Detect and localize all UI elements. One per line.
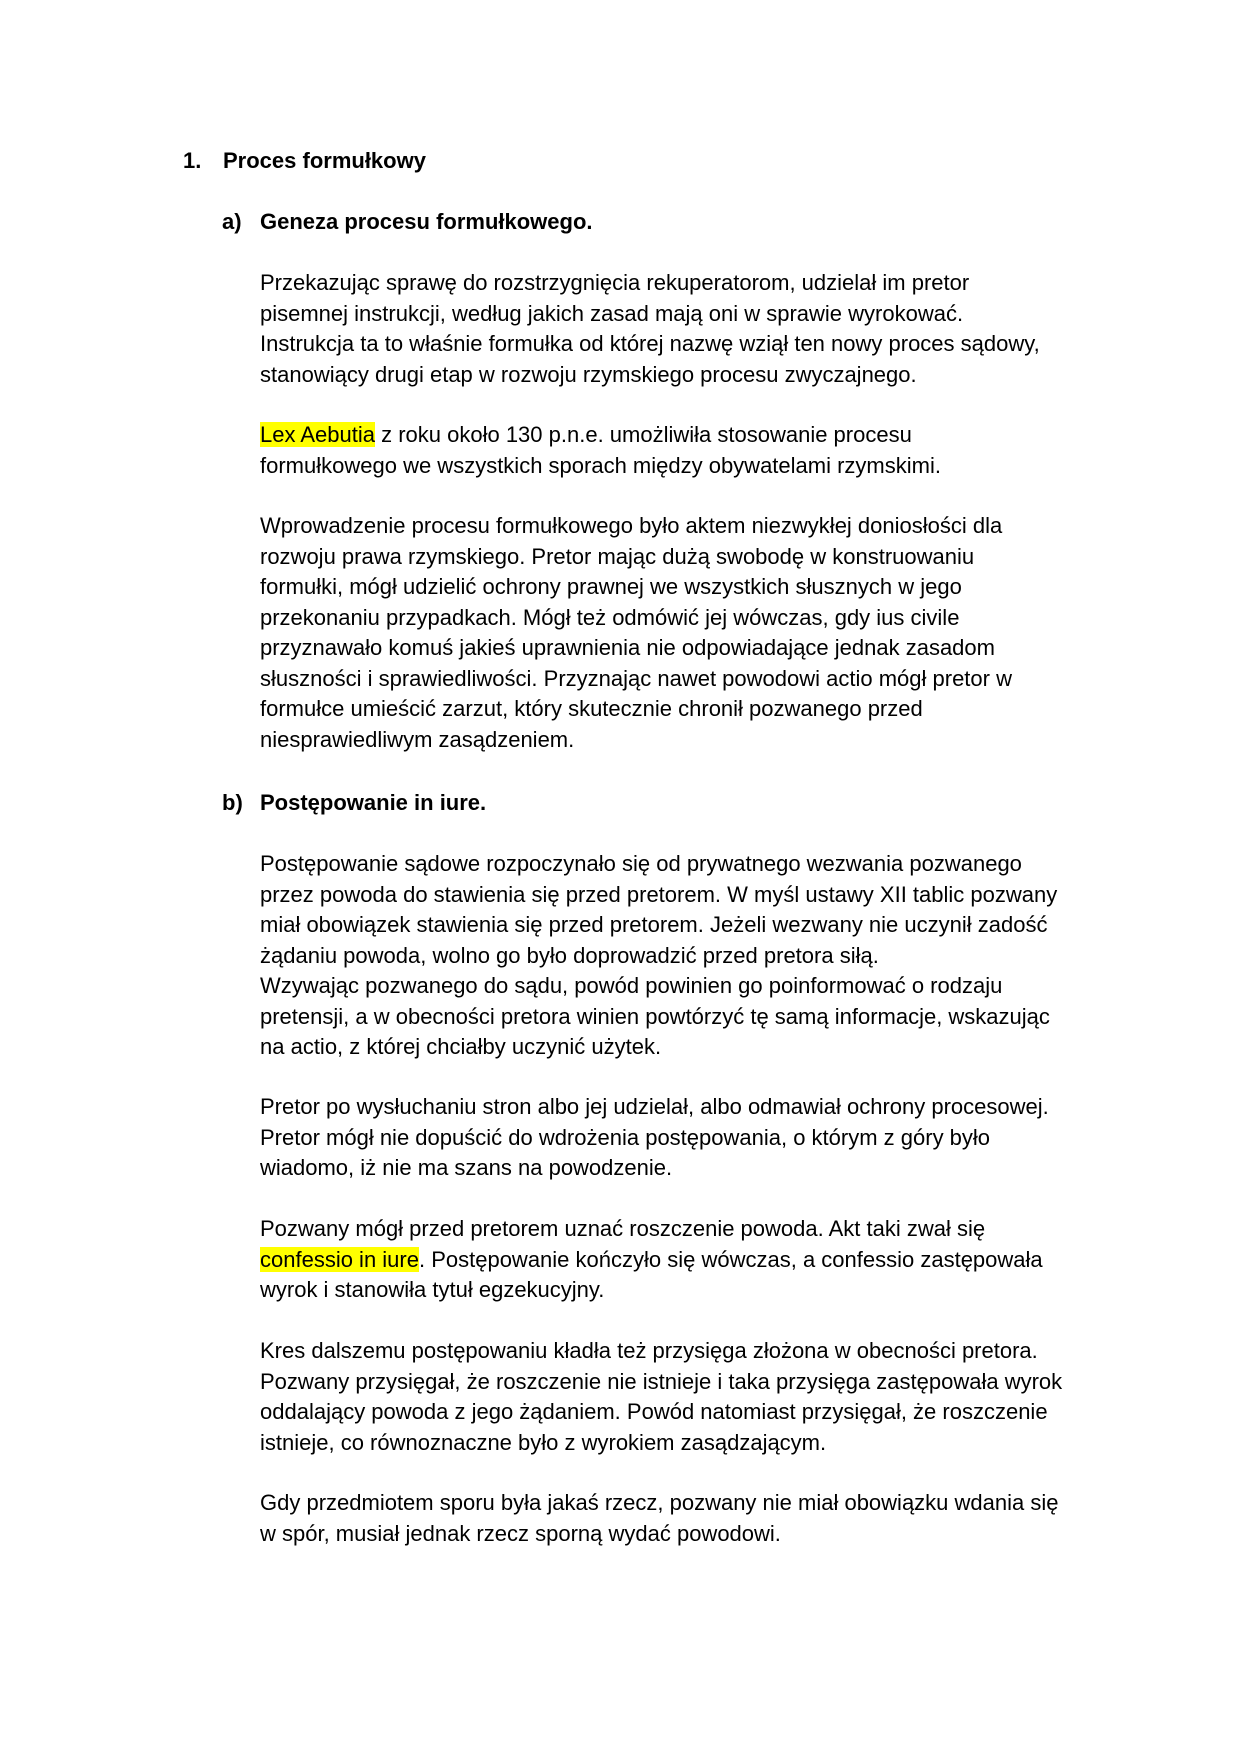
paragraph-line: Pozwany mógł przed pretorem uznać roszczenie powoda. Akt taki zwał się xyxy=(260,1216,986,1241)
paragraph-line: miał obowiązek stawienia się przed pretorem. Jeżeli wezwany nie uczynił zadość xyxy=(260,912,1048,937)
paragraph-line: rozwoju prawa rzymskiego. Pretor mając dużą swobodę w konstruowaniu xyxy=(260,543,975,569)
paragraph-line: formułki, mógł udzielić ochrony prawnej we wszystkich słusznych w jego xyxy=(260,574,962,599)
paragraph-line: Przekazując sprawę do rozstrzygnięcia rekuperatorom, udzielał im pretor xyxy=(260,270,970,295)
section-b-heading xyxy=(222,788,486,818)
section-a-marker: a) xyxy=(222,209,242,234)
section-b-title: Postępowanie in iure. xyxy=(260,790,487,815)
paragraph-line: Pretor mógł nie dopuścić do wdrożenia postępowania, o którym z góry było xyxy=(260,1124,991,1150)
paragraph-line: wiadomo, iż nie ma szans na powodzenie. xyxy=(260,1155,673,1180)
paragraph-line: oddalający powoda z jego żądaniem. Powód natomiast przysięgał, że roszczenie xyxy=(260,1399,1048,1424)
section-b-marker: b) xyxy=(222,790,243,815)
paragraph-line: pisemnej instrukcji, według jakich zasad mają oni w sprawie wyrokować. xyxy=(260,300,964,326)
section-b-paragraph-4 xyxy=(260,1336,1200,1458)
paragraph-line: stanowiący drugi etap w rozwoju rzymskiego procesu zwyczajnego. xyxy=(260,361,917,387)
paragraph-line: Pretor po wysłuchaniu stron albo jej udzielał, albo odmawiał ochrony procesowej. xyxy=(260,1094,1049,1119)
paragraph-line: niesprawiedliwym zasądzeniem. xyxy=(260,726,575,752)
paragraph-text: . Postępowanie kończyło się wówczas, a confessio zastępowała xyxy=(418,1246,1043,1272)
paragraph-line: Kres dalszemu postępowaniu kładła też przysięga złożona w obecności pretora. xyxy=(260,1338,1038,1363)
paragraph-line: żądaniu powoda, wolno go było doprowadzić przed pretora siłą. xyxy=(260,942,879,968)
section-b-paragraph-1 xyxy=(260,849,1200,1063)
paragraph-line: Wprowadzenie procesu formułkowego było aktem niezwykłej doniosłości dla xyxy=(260,513,1003,538)
section-b-paragraph-2 xyxy=(260,1092,1200,1184)
paragraph-line: Wzywając pozwanego do sądu, powód powinien go poinformować o rodzaju xyxy=(260,973,1003,998)
section-b-paragraph-3 xyxy=(260,1214,1200,1306)
paragraph-line: słuszności i sprawiedliwości. Przyznając nawet powodowi actio mógł pretor w xyxy=(260,665,1012,691)
section-b-paragraph-5 xyxy=(260,1488,1200,1549)
highlighted-term-lex-aebutia: Lex Aebutia xyxy=(260,422,375,447)
paragraph-line: w spór, musiał jednak rzecz sporną wydać powodowi. xyxy=(260,1520,781,1546)
section-1-heading xyxy=(183,146,426,176)
paragraph-line: Instrukcja ta to właśnie formułka od której nazwę wziął ten nowy proces sądowy, xyxy=(260,331,1040,356)
paragraph-text: z roku około 130 p.n.e. umożliwiła stosowanie procesu xyxy=(374,422,912,447)
paragraph-line: na actio, z której chciałby uczynić użytek. xyxy=(260,1034,662,1059)
paragraph-line: formułkowego we wszystkich sporach między obywatelami rzymskimi. xyxy=(260,452,941,478)
paragraph-line: przez powoda do stawienia się przed pretorem. W myśl ustawy XII tablic pozwany xyxy=(260,881,1058,907)
section-a-paragraph-1 xyxy=(260,268,1200,390)
paragraph-line: Gdy przedmiotem sporu była jakaś rzecz, pozwany nie miał obowiązku wdania się xyxy=(260,1490,1059,1515)
paragraph-line: wyrok i stanowiła tytuł egzekucyjny. xyxy=(260,1277,605,1302)
paragraph-line: pretensji, a w obecności pretora winien powtórzyć tę samą informacje, wskazując xyxy=(260,1003,1050,1029)
section-a-heading xyxy=(222,207,593,237)
paragraph-line xyxy=(260,420,1200,451)
section-1-number: 1. xyxy=(183,148,202,173)
section-a-title: Geneza procesu formułkowego. xyxy=(260,209,593,234)
highlighted-term-confessio-in-iure: confessio in iure xyxy=(260,1246,419,1272)
paragraph-line: Postępowanie sądowe rozpoczynało się od prywatnego wezwania pozwanego xyxy=(260,851,1022,876)
paragraph-line: istnieje, co równoznaczne było z wyrokiem zasądzającym. xyxy=(260,1429,827,1455)
paragraph-line: Pozwany przysięgał, że roszczenie nie istnieje i taka przysięga zastępowała wyrok xyxy=(260,1368,1063,1394)
paragraph-line: przyznawało komuś jakieś uprawnienia nie odpowiadające jednak zasadom xyxy=(260,635,995,660)
section-1-title: Proces formułkowy xyxy=(223,148,426,173)
paragraph-line: formułce umieścić zarzut, który skutecznie chronił pozwanego przed xyxy=(260,696,923,721)
paragraph-line xyxy=(260,1245,1200,1276)
section-a-paragraph-3 xyxy=(260,511,1200,755)
section-a-paragraph-2 xyxy=(260,420,1200,481)
paragraph-line: przekonaniu przypadkach. Mógł też odmówić jej wówczas, gdy ius civile xyxy=(260,604,960,630)
